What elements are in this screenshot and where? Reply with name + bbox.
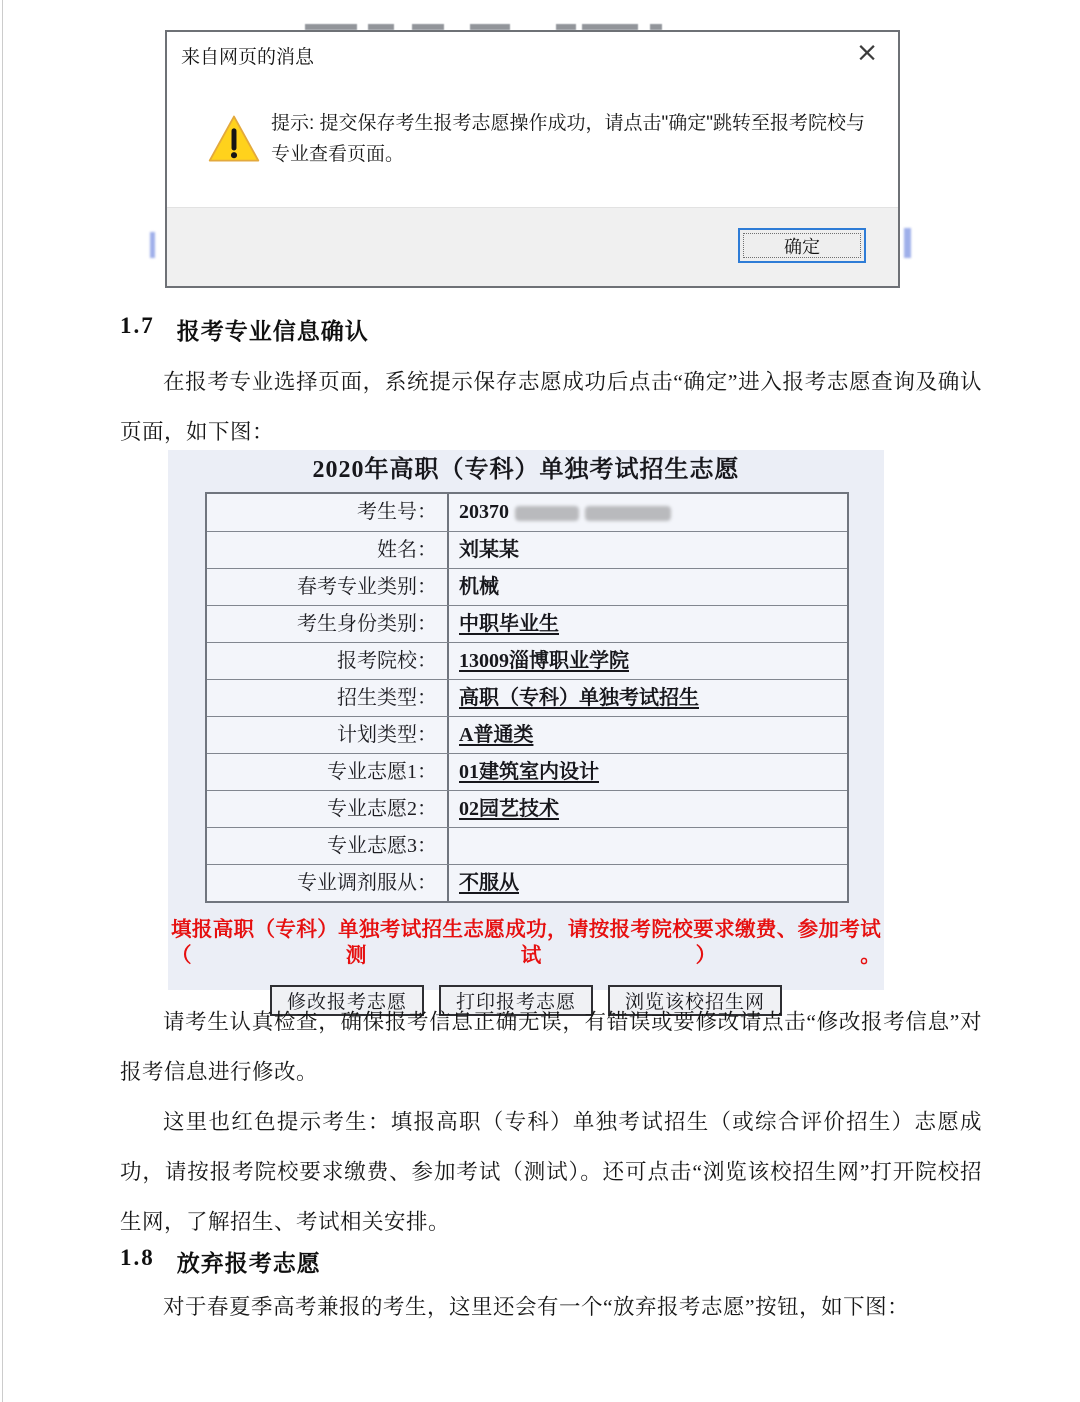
ok-button[interactable]: 确定	[738, 228, 866, 263]
success-notice: 填报高职（专科）单独考试招生志愿成功，请按报考院校要求缴费、参加考试（测试）。	[171, 919, 881, 967]
table-row	[207, 827, 847, 864]
modify-application-button[interactable]: 修改报考志愿	[270, 985, 424, 1016]
field-label: 报考院校：	[337, 650, 437, 672]
field-value[interactable]: 02园艺技术	[447, 791, 847, 827]
field-value: 20370	[447, 494, 847, 531]
table-row	[207, 790, 847, 827]
form-table	[205, 492, 849, 903]
section-title: 报考专业信息确认	[176, 319, 369, 344]
print-application-button[interactable]: 打印报考志愿	[439, 985, 593, 1016]
dialog-message: 提示: 提交保存考生报考志愿操作成功，请点击"确定"跳转至报考院校与专业查看页面。	[271, 113, 866, 165]
paragraph-red-hint: 这里也红色提示考生：填报高职（专科）单独考试招生（或综合评价招生）志愿成功，请按报考院校要求缴费、参加考试（测试）。还可点击“浏览该校招生网”打开院校招生网，了解招生、考试相关安排。	[120, 1110, 982, 1234]
field-label: 专业志愿2：	[327, 798, 437, 820]
browse-school-admission-site-button[interactable]: 浏览该校招生网	[608, 985, 782, 1016]
dialog-body	[207, 108, 869, 170]
table-row	[207, 716, 847, 753]
field-label: 姓名：	[377, 539, 437, 561]
field-value[interactable]: 13009淄博职业学院	[447, 643, 847, 679]
redaction-blur	[585, 506, 671, 521]
field-value: 机械	[447, 569, 847, 605]
close-icon[interactable]: ×	[850, 36, 884, 70]
occluded-text-fragment	[150, 232, 155, 258]
field-label: 招生类型：	[337, 687, 437, 709]
field-value: 刘某某	[447, 532, 847, 568]
table-row	[207, 753, 847, 790]
field-label: 计划类型：	[337, 724, 437, 746]
field-label: 考生身份类别：	[297, 613, 437, 635]
field-value[interactable]: 高职（专科）单独考试招生	[447, 680, 847, 716]
form-title: 2020年高职（专科）单独考试招生志愿	[312, 457, 740, 483]
section-number: 1.7	[120, 313, 155, 338]
table-row	[207, 568, 847, 605]
table-row	[207, 642, 847, 679]
paragraph-check: 请考生认真检查，确保报考信息正确无误，有错误或要修改请点击“修改报考信息”对报考信息进行修改。	[120, 1010, 982, 1084]
field-label: 专业志愿1：	[327, 761, 437, 783]
table-row	[207, 679, 847, 716]
field-value[interactable]: 中职毕业生	[447, 606, 847, 642]
field-value	[447, 828, 847, 864]
field-label: 专业志愿3：	[327, 835, 437, 857]
webpage-message-dialog	[165, 30, 900, 288]
field-value[interactable]: 不服从	[447, 865, 847, 901]
page-edge-line	[2, 0, 3, 1402]
field-label: 专业调剂服从：	[297, 872, 437, 894]
application-form-screenshot	[168, 450, 884, 1013]
dialog-title: 来自网页的消息	[181, 47, 315, 68]
table-row	[207, 494, 847, 531]
section-1-8-heading	[120, 1245, 321, 1278]
section-1-7-heading	[120, 313, 369, 346]
section-title: 放弃报考志愿	[176, 1251, 321, 1276]
section-number: 1.8	[120, 1245, 155, 1270]
redaction-blur	[515, 506, 579, 521]
table-row	[207, 864, 847, 901]
occluded-text-fragment	[904, 228, 911, 258]
table-row	[207, 531, 847, 568]
warning-triangle-icon	[207, 112, 261, 166]
field-label: 考生号：	[357, 501, 437, 523]
table-row	[207, 605, 847, 642]
dialog-footer	[167, 207, 898, 286]
field-value[interactable]: A普通类	[447, 717, 847, 753]
paragraph-intro-1-8: 对于春夏季高考兼报的考生，这里还会有一个“放弃报考志愿”按钮，如下图：	[163, 1295, 910, 1319]
field-label: 春考专业类别：	[297, 576, 437, 598]
field-value[interactable]: 01建筑室内设计	[447, 754, 847, 790]
paragraph-intro-1-7: 在报考专业选择页面，系统提示保存志愿成功后点击“确定”进入报考志愿查询及确认页面，如下图：	[120, 370, 982, 444]
